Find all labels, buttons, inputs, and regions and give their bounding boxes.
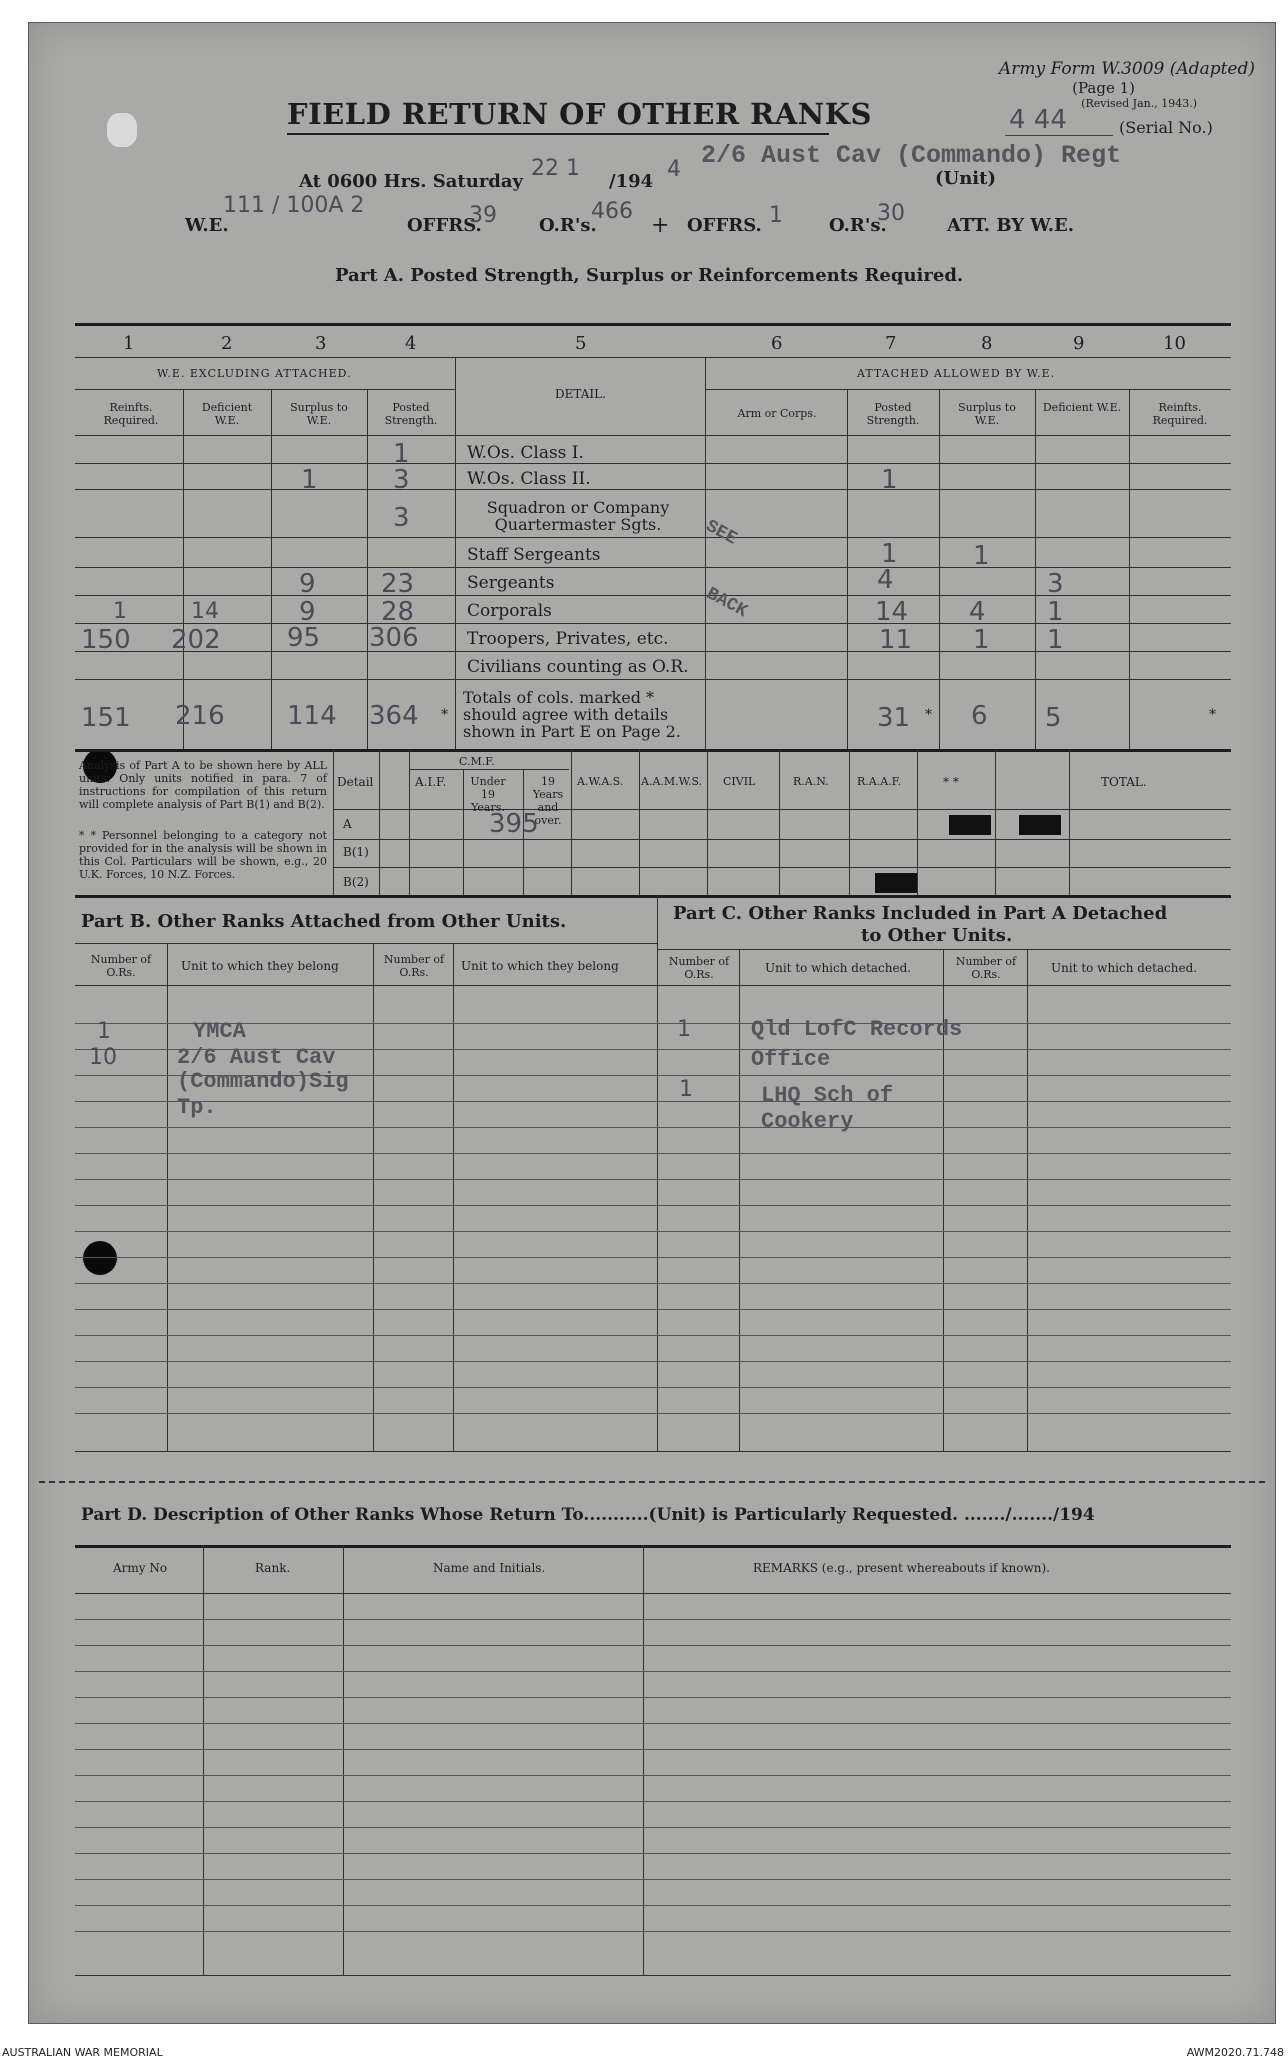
d-row-rule-8 [75, 1801, 1231, 1802]
bc-row-rule-5 [75, 1127, 1231, 1128]
ors2-label: O.R's. [829, 215, 887, 236]
offrs-label: OFFRS. [407, 215, 482, 236]
d-row-rule-4 [75, 1697, 1231, 1698]
footer-right: AWM2020.71.748 [1186, 2046, 1284, 2059]
row-label-qm-sgts: Squadron or Company Quartermaster Sgts. [486, 498, 670, 534]
an-col-line-5 [571, 749, 572, 895]
ors2-value: 30 [877, 201, 905, 226]
bc-row-rule-9 [75, 1231, 1231, 1232]
bc-title-rule-c [657, 949, 1231, 950]
bc-row-rule-13 [75, 1335, 1231, 1336]
an-col-line-12 [1069, 749, 1070, 895]
an-aamws-header: A.A.M.W.S. [641, 775, 703, 788]
col-number-9: 9 [1073, 333, 1085, 354]
col-number-5: 5 [575, 333, 587, 354]
back-stamp: BACK [702, 584, 751, 622]
bc-title-rule [75, 943, 657, 944]
at-label: At 0600 Hrs. Saturday [299, 171, 524, 192]
d-head-rank: Rank. [255, 1561, 291, 1575]
r6-att-posted-value: 14 [875, 597, 909, 627]
r2-att-posted-value: 1 [881, 465, 898, 495]
an-awas-header: A.W.A.S. [577, 775, 624, 788]
an-ran-header: R.A.N. [793, 775, 829, 788]
an-total-header: TOTAL. [1101, 775, 1147, 789]
head-surplus-right: Surplus to W.E. [958, 401, 1016, 427]
serial-underline [1005, 135, 1113, 136]
part-d-title: Part D. Description of Other Ranks Whose Return To...........(Unit) is Particularly Requested. ......./......./194 [81, 1505, 1095, 1525]
d-col-line-1 [203, 1545, 204, 1975]
an-row-a: A [343, 817, 352, 831]
row-label-sergeants: Sergeants [467, 573, 555, 593]
b-entry-1-num: 1 [97, 1019, 111, 1044]
row-label-troopers: Troopers, Privates, etc. [467, 629, 669, 649]
total-surplus-value: 114 [287, 701, 337, 731]
offrs-value: 39 [469, 203, 497, 228]
detail-header: DETAIL. [555, 387, 606, 401]
b-entry-1-unit: YMCA [193, 1019, 246, 1044]
an-col-line-0 [333, 749, 334, 895]
c-col-line-3 [1027, 949, 1028, 1451]
row-label-corporals: Corporals [467, 601, 552, 621]
analysis-bottom-rule [75, 895, 1231, 898]
d-row-rule-12 [75, 1905, 1231, 1906]
d-bottom-rule [75, 1975, 1231, 1976]
col-number-8: 8 [981, 333, 993, 354]
b-entry-2-num: 10 [89, 1045, 117, 1070]
c-entry-2-unit-line1: LHQ Sch of [761, 1083, 894, 1108]
bc-row-rule-1 [75, 1023, 1231, 1024]
d-col-line-2 [343, 1545, 344, 1975]
bc-row-rule-6 [75, 1153, 1231, 1154]
bc-bottom-rule [75, 1451, 1231, 1452]
c-entry-1-num: 1 [677, 1017, 691, 1042]
row-rule-3 [75, 537, 1231, 538]
ors-label: O.R's. [539, 215, 597, 236]
an-row-b1: B(1) [343, 845, 369, 859]
b-col-line-2 [373, 943, 374, 1451]
form-sheet [28, 22, 1276, 2024]
r5-att-deficient-value: 3 [1047, 569, 1064, 599]
total-att-surplus-value: 6 [971, 701, 988, 731]
part-c-title-line2: to Other Units. [861, 925, 1013, 946]
part-a-group-rule-right [705, 389, 1231, 390]
total-att-deficient-value: 5 [1045, 703, 1062, 733]
b-head-num-2: Number of O.Rs. [383, 953, 445, 979]
offrs2-label: OFFRS. [687, 215, 762, 236]
b-entry-2-unit-cont1: (Commando)Sig [177, 1069, 349, 1094]
an-a-aif-value: 395 [489, 809, 539, 839]
c-head-unit-1: Unit to which detached. [765, 961, 912, 975]
an-col-line-11 [995, 749, 996, 895]
col-number-6: 6 [771, 333, 783, 354]
ors-value: 466 [591, 199, 633, 224]
cut-line [39, 1481, 1265, 1483]
d-row-rule-1 [75, 1619, 1231, 1620]
c-col-line-1 [739, 949, 740, 1451]
d-row-rule-7 [75, 1775, 1231, 1776]
d-row-rule-3 [75, 1671, 1231, 1672]
a-col-line-9 [1129, 389, 1130, 749]
part-b-title: Part B. Other Ranks Attached from Other Units. [81, 911, 567, 932]
r6-posted-value: 28 [381, 597, 415, 627]
r5-att-posted-value: 4 [877, 565, 894, 595]
redaction-raaf [1019, 815, 1061, 835]
form-title: FIELD RETURN OF OTHER RANKS [287, 97, 872, 131]
c-entry-1-unit-line1: Qld LofC Records [751, 1017, 963, 1042]
r2-posted-value: 3 [393, 465, 410, 495]
head-arm-corps: Arm or Corps. [737, 407, 817, 420]
redaction-civil [875, 873, 917, 893]
c-head-num-2: Number of O.Rs. [955, 955, 1017, 981]
r7-att-posted-value: 11 [879, 625, 913, 655]
a-col-line-3 [367, 389, 368, 749]
b-col-line-1 [167, 943, 168, 1451]
a-col-line-5 [705, 357, 706, 749]
an-col-line-7 [707, 749, 708, 895]
c-entry-2-unit-line2: Cookery [761, 1109, 854, 1134]
analysis-rule-3 [333, 839, 1231, 840]
bc-row-rule-4 [75, 1101, 1231, 1102]
serial-label: (Serial No.) [1119, 118, 1213, 137]
r7-att-deficient-value: 1 [1047, 625, 1064, 655]
an-col-line-6 [639, 749, 640, 895]
date-value: 22 1 [531, 156, 580, 181]
r2-surplus-value: 1 [301, 465, 318, 495]
r7-surplus-value: 95 [287, 623, 321, 653]
unit-label: (Unit) [935, 168, 996, 189]
year-label: /194 [609, 171, 654, 192]
footer-left: AUSTRALIAN WAR MEMORIAL [2, 2046, 163, 2059]
r6-reinfts-value: 1 [113, 599, 127, 624]
bc-head-rule [75, 985, 1231, 986]
c-entry-2-num: 1 [679, 1077, 693, 1102]
bc-row-rule-15 [75, 1387, 1231, 1388]
col-number-2: 2 [221, 333, 233, 354]
r5-surplus-value: 9 [299, 569, 316, 599]
part-a-title: Part A. Posted Strength, Surplus or Reinforcements Required. [335, 265, 964, 286]
row-label-civilians: Civilians counting as O.R. [467, 657, 689, 677]
b-head-num-1: Number of O.Rs. [90, 953, 152, 979]
r7-deficient-value: 202 [171, 625, 221, 655]
star-marker-col4: * [441, 707, 448, 723]
a-col-line-6 [847, 389, 848, 749]
an-col-line-10 [917, 749, 918, 895]
r5-posted-value: 23 [381, 569, 415, 599]
d-row-rule-11 [75, 1879, 1231, 1880]
row-label-totals: Totals of cols. marked * should agree with details shown in Part E on Page 2. [463, 688, 681, 741]
page-number: (Page 1) [1072, 79, 1135, 97]
r6-surplus-value: 9 [299, 597, 316, 627]
part-a-bottom-rule [75, 749, 1231, 752]
army-form-number: Army Form W.3009 (Adapted) [998, 59, 1255, 79]
r3-posted-value: 3 [393, 503, 410, 533]
an-under19-header: Under 19 Years. [470, 775, 506, 814]
total-deficient-value: 216 [175, 701, 225, 731]
head-deficient-right: Deficient W.E. [1042, 401, 1122, 414]
an-raaf-header: R.A.A.F. [857, 775, 902, 788]
bc-row-rule-16 [75, 1413, 1231, 1414]
we-value: 111 / 100A 2 [223, 193, 365, 218]
an-aif-header: A.I.F. [415, 775, 447, 789]
plus-sign: + [651, 213, 670, 238]
bc-row-rule-14 [75, 1361, 1231, 1362]
an-col-line-1 [379, 749, 380, 895]
b-head-unit-2: Unit to which they belong [461, 959, 619, 973]
r6-att-deficient-value: 1 [1047, 597, 1064, 627]
row-rule-4 [75, 567, 1231, 568]
b-col-line-3 [453, 943, 454, 1451]
part-c-title-line1: Part C. Other Ranks Included in Part A Detached [673, 903, 1168, 924]
head-surplus-left: Surplus to W.E. [290, 401, 348, 427]
d-col-line-3 [643, 1545, 644, 1975]
bc-row-rule-11 [75, 1283, 1231, 1284]
an-col-line-8 [779, 749, 780, 895]
see-stamp: SEE [702, 516, 741, 550]
col-number-1: 1 [123, 333, 135, 354]
an-col-line-9 [849, 749, 850, 895]
att-label: ATT. BY W.E. [947, 215, 1075, 236]
d-row-rule-5 [75, 1723, 1231, 1724]
analysis-rule-1 [409, 769, 569, 770]
row-rule-1 [75, 463, 1231, 464]
c-head-num-1: Number of O.Rs. [668, 955, 730, 981]
part-a-top-rule [75, 323, 1231, 326]
col-number-4: 4 [405, 333, 417, 354]
group-left-header: W.E. EXCLUDING ATTACHED. [157, 367, 352, 380]
punch-hole-bottom [83, 1241, 117, 1275]
serial-value: 4 44 [1009, 105, 1067, 135]
part-a-head-rule [75, 435, 1231, 436]
r4-att-posted-value: 1 [881, 539, 898, 569]
r6-deficient-value: 14 [191, 599, 219, 624]
col-number-3: 3 [315, 333, 327, 354]
revised-date: (Revised Jan., 1943.) [1081, 97, 1197, 110]
an-civil-header: CIVIL [723, 775, 756, 788]
row-rule-2 [75, 489, 1231, 490]
col-number-10: 10 [1163, 333, 1186, 354]
head-deficient-left: Deficient W.E. [201, 401, 253, 427]
part-a-num-rule [75, 357, 1231, 358]
bc-divider [657, 895, 658, 1451]
r7-reinfts-value: 150 [81, 625, 131, 655]
r1-posted-value: 1 [393, 439, 410, 469]
a-col-line-7 [939, 389, 940, 749]
d-head-army-no: Army No [113, 1561, 168, 1575]
title-underline [287, 133, 829, 135]
part-d-head-rule [75, 1593, 1231, 1594]
total-posted-value: 364 [369, 701, 419, 731]
an-row-b2: B(2) [343, 875, 369, 889]
we-label: W.E. [185, 215, 229, 236]
d-row-rule-13 [75, 1931, 1231, 1932]
head-posted-right: Posted Strength. [866, 401, 920, 427]
d-row-rule-2 [75, 1645, 1231, 1646]
r6-att-surplus-value: 4 [969, 597, 986, 627]
part-a-group-rule-left [75, 389, 455, 390]
b-head-unit-1: Unit to which they belong [181, 959, 339, 973]
a-col-line-4 [455, 357, 456, 749]
r4-att-surplus-value: 1 [973, 541, 990, 571]
row-label-wo2: W.Os. Class II. [467, 469, 591, 489]
c-head-unit-2: Unit to which detached. [1051, 961, 1198, 975]
star-marker-col10: * [1209, 707, 1216, 723]
row-rule-8 [75, 679, 1231, 680]
col-number-7: 7 [885, 333, 897, 354]
a-col-line-1 [183, 389, 184, 749]
total-reinfts-value: 151 [81, 703, 131, 733]
d-row-rule-6 [75, 1749, 1231, 1750]
r7-att-surplus-value: 1 [973, 625, 990, 655]
d-head-name: Name and Initials. [433, 1561, 546, 1575]
an-detail-header: Detail [337, 775, 374, 789]
c-entry-1-unit-line2: Office [751, 1047, 831, 1072]
analysis-note: Analysis of Part A to be shown here by ALL units. Only units notified in para. 7 of instructions for compilation of this return will complete analysis of Part B(1) and B(2). [79, 759, 327, 811]
group-right-header: ATTACHED ALLOWED BY W.E. [857, 367, 1056, 380]
analysis-note-2: * * Personnel belonging to a category not provided for in the analysis will be shown in this Col. Particulars will be shown, e.g., 20 U.K. Forces, 10 N.Z. Forces. [79, 829, 327, 881]
star-marker-col7: * [925, 707, 932, 723]
redaction-ran [949, 815, 991, 835]
year-digit: 4 [667, 157, 681, 182]
b-entry-2-unit: 2/6 Aust Cav [177, 1045, 336, 1070]
bc-row-rule-8 [75, 1205, 1231, 1206]
b-entry-2-unit-cont2: Tp. [177, 1095, 217, 1120]
a-col-line-2 [271, 389, 272, 749]
head-reinfts-right: Reinfts. Required. [1152, 401, 1208, 427]
an-other-header: * * [943, 775, 959, 789]
head-posted-left: Posted Strength. [384, 401, 438, 427]
offrs2-value: 1 [769, 203, 783, 228]
a-col-line-8 [1035, 389, 1036, 749]
analysis-rule-4 [333, 867, 1231, 868]
an-col-line-2 [409, 749, 410, 895]
r7-posted-value: 306 [369, 623, 419, 653]
total-att-posted-value: 31 [877, 703, 911, 733]
d-row-rule-9 [75, 1827, 1231, 1828]
row-label-wo1: W.Os. Class I. [467, 443, 584, 463]
an-over19-header: 19 Years and over. [532, 775, 564, 827]
bc-row-rule-10 [75, 1257, 1231, 1258]
bc-row-rule-12 [75, 1309, 1231, 1310]
d-row-rule-10 [75, 1853, 1231, 1854]
row-label-staff-sgts: Staff Sergeants [467, 545, 601, 565]
unit-value: 2/6 Aust Cav (Commando) Regt [701, 141, 1122, 170]
an-cmf-header: C.M.F. [459, 755, 495, 768]
head-reinfts-left: Reinfts. Required. [103, 401, 159, 427]
d-head-remarks: REMARKS (e.g., present whereabouts if known). [753, 1561, 1050, 1575]
ink-blot [107, 113, 137, 147]
bc-row-rule-7 [75, 1179, 1231, 1180]
part-d-top-rule [75, 1545, 1231, 1548]
